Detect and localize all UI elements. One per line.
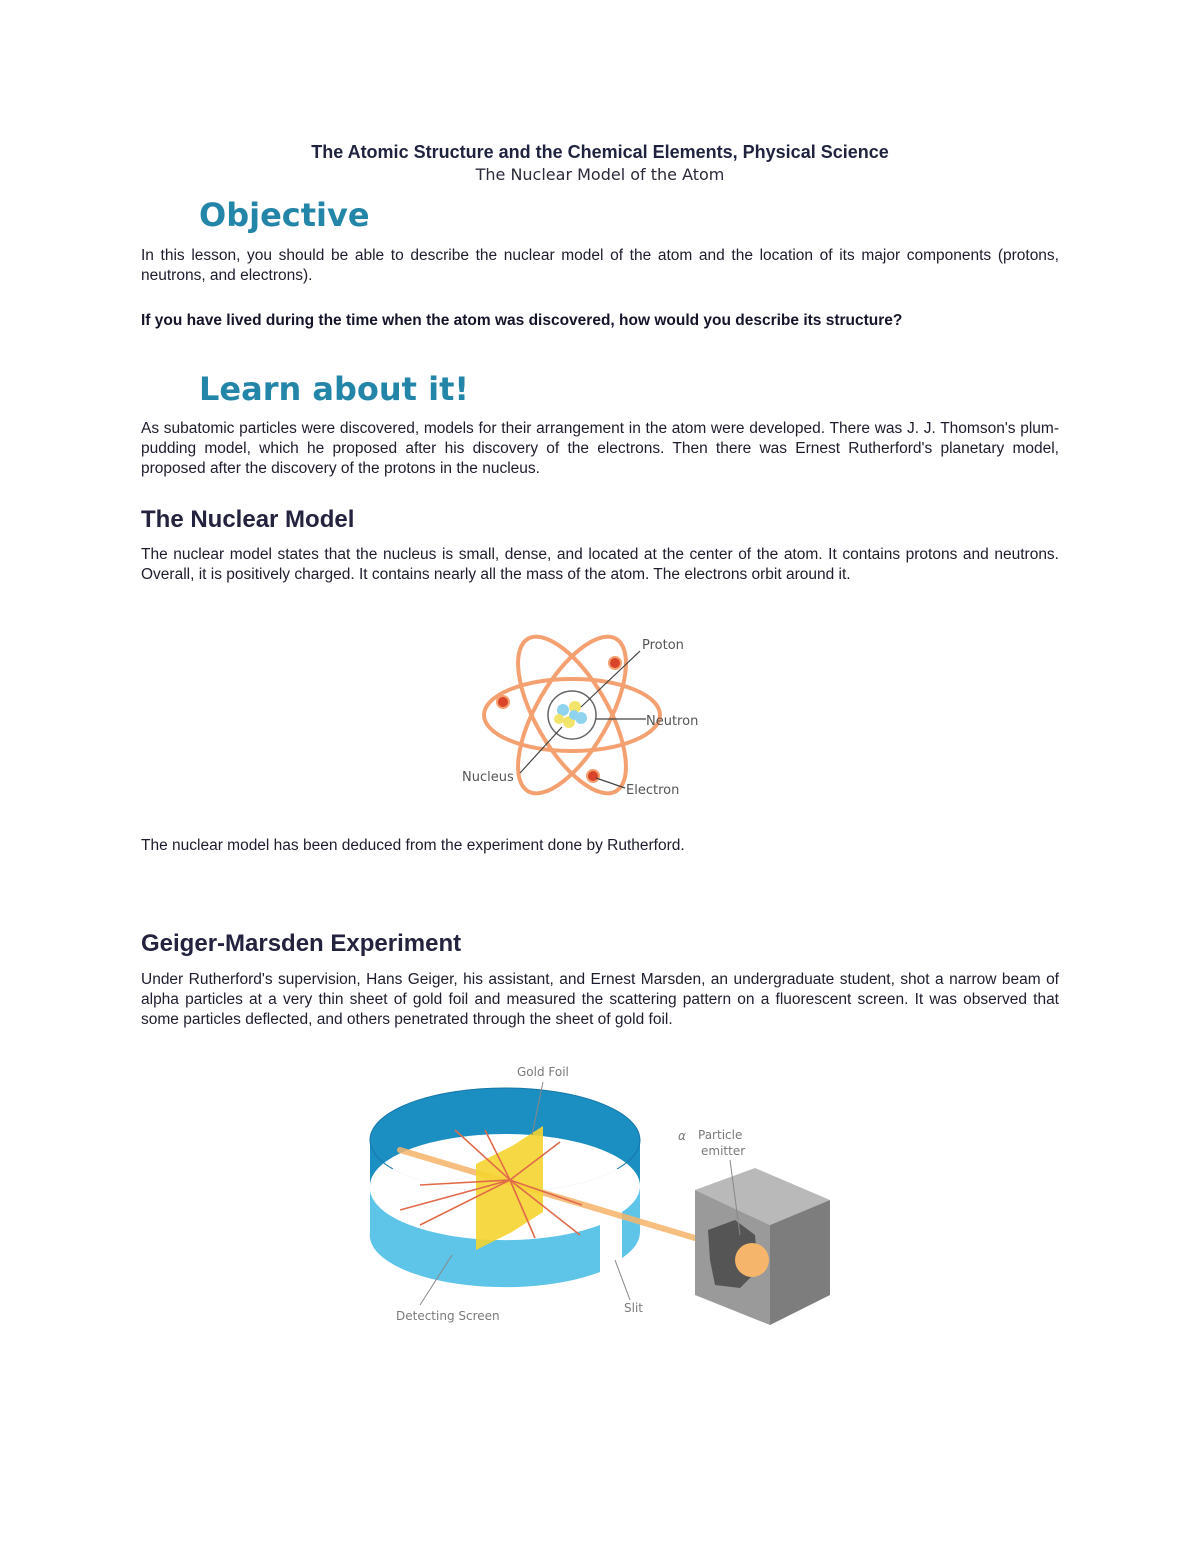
emitter-label: emitter xyxy=(701,1144,746,1158)
proton-label: Proton xyxy=(642,638,684,653)
objective-heading: Objective xyxy=(199,196,370,234)
neutron-label: Neutron xyxy=(646,714,699,729)
detecting-screen-label: Detecting Screen xyxy=(396,1309,500,1323)
electron-label: Electron xyxy=(626,783,680,798)
electron-icon xyxy=(497,696,509,708)
atom-diagram xyxy=(450,615,730,815)
alpha-symbol: α xyxy=(678,1129,686,1143)
nuclear-model-heading: The Nuclear Model xyxy=(141,506,355,533)
particle-label: Particle xyxy=(698,1128,743,1142)
gold-foil-label: Gold Foil xyxy=(517,1065,569,1079)
nuclear-model-caption: The nuclear model has been deduced from the experiment done by Rutherford. xyxy=(141,837,685,854)
objective-question: If you have lived during the time when the atom was discovered, how would you describe its structure? xyxy=(141,312,903,329)
particle-emitter xyxy=(695,1168,830,1325)
learn-heading: Learn about it! xyxy=(199,370,469,408)
geiger-heading: Geiger-Marsden Experiment xyxy=(141,930,462,957)
objective-text: In this lesson, you should be able to describe the nuclear model of the atom and the location of its major components (protons, neutrons, and electrons). xyxy=(141,247,1059,284)
nuclear-model-text: The nuclear model states that the nucleus is small, dense, and located at the center of the atom. It contains protons and neutrons. Overall, it is positively charged. It contains nearly all the mass of the atom. The electrons orbit around it. xyxy=(141,546,1059,583)
document-title: The Atomic Structure and the Chemical Elements, Physical Science xyxy=(311,142,889,162)
slit-label: Slit xyxy=(624,1301,643,1315)
electron-icon xyxy=(609,657,621,669)
geiger-text: Under Rutherford's supervision, Hans Geiger, his assistant, and Ernest Marsden, an undergraduate student, shot a narrow beam of alpha particles at a very thin sheet of gold foil and measured the scattering pattern on a fluorescent screen. It was observed that some particles deflected, and others penetrated through the sheet of gold foil. xyxy=(141,971,1059,1028)
learn-text: As subatomic particles were discovered, models for their arrangement in the atom were developed. There was J. J. Thomson's plum-pudding model, which he proposed after his discovery of the electrons. Then there was Ernest Rutherford's planetary model, proposed after the discovery of the protons in the nucleus. xyxy=(141,420,1059,477)
geiger-marsden-diagram xyxy=(360,1060,850,1340)
nucleus-label: Nucleus xyxy=(462,770,514,785)
document-subtitle: The Nuclear Model of the Atom xyxy=(475,165,725,184)
electron-icon xyxy=(587,770,599,782)
